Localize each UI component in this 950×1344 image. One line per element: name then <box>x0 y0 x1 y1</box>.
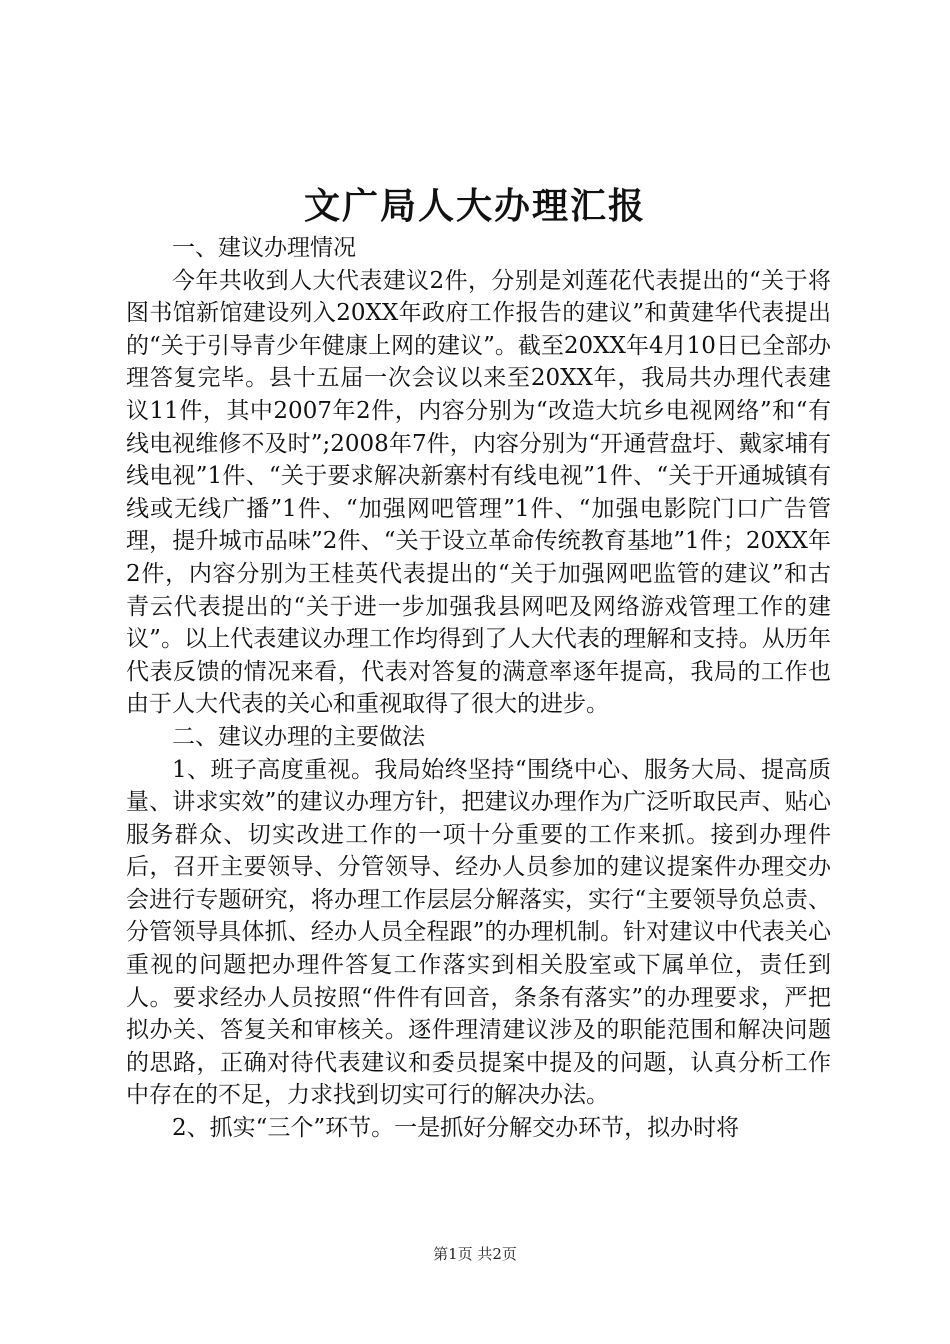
section-heading-2: 二、建议办理的主要做法 <box>172 723 425 750</box>
paragraph-suggestion-status: 今年共收到人大代表建议2件，分别是刘莲花代表提出的“关于将图书馆新馆建设列入20XX年政府工作报告的建议”和黄建华代表提出的“关于引导青少年健康上网的建议”。截至20XX年4月10日已全部办理答复完毕。县十五届一次会议以来至20XX年，我局共办理代表建议11件，其中2007年2件，内容分别为“改造大坑乡电视网络”和“有线电视维修不及时”;2008年7件，内容分别为“开通营盘圩、戴家埔有线电视”1件、“关于要求解决新寨村有线电视”1件、“关于开通城镇有线或无线广播”1件、“加强网吧管理”1件、“加强电影院门口广告管理，提升城市品味”2件、“关于设立革命传统教育基地”1件；20XX年2件，内容分别为王桂英代表提出的“关于加强网吧监管的建议”和古青云代表提出的“关于进一步加强我县网吧及网络游戏管理工作的建议”。以上代表建议办理工作均得到了人大代表的理解和支持。从历年代表反馈的情况来看，代表对答复的满意率逐年提高，我局的工作也由于人大代表的关心和重视取得了很大的进步。 <box>126 267 831 718</box>
paragraph-leadership: 1、班子高度重视。我局始终坚持“围绕中心、服务大局、提高质量、讲求实效”的建议办理方针，把建议办理作为广泛听取民声、贴心服务群众、切实改进工作的一项十分重要的工作来抓。接到办理件后，召开主要领导、分管领导、经办人员参加的建议提案件办理交办会进行专题研究，将办理工作层层分解落实，实行“主要领导负总责、分管领导具体抓、经办人员全程跟”的办理机制。针对建议中代表关心重视的问题把办理件答复工作落实到相关股室或下属单位，责任到人。要求经办人员按照“件件有回音，条条有落实”的办理要求，严把拟办关、答复关和审核关。逐件理清建议涉及的职能范围和解决问题的思路，正确对待代表建议和委员提案中提及的问题，认真分析工作中存在的不足，力求找到切实可行的解决办法。 <box>126 756 831 1109</box>
paragraph-three-links: 2、抓实“三个”环节。一是抓好分解交办环节，拟办时将 <box>172 1115 740 1142</box>
section-heading-1: 一、建议办理情况 <box>172 235 356 261</box>
page-footer: 第1页 共2页 <box>433 1245 517 1263</box>
document-body <box>126 232 831 1145</box>
document-title: 文广局人大办理汇报 <box>303 185 646 227</box>
